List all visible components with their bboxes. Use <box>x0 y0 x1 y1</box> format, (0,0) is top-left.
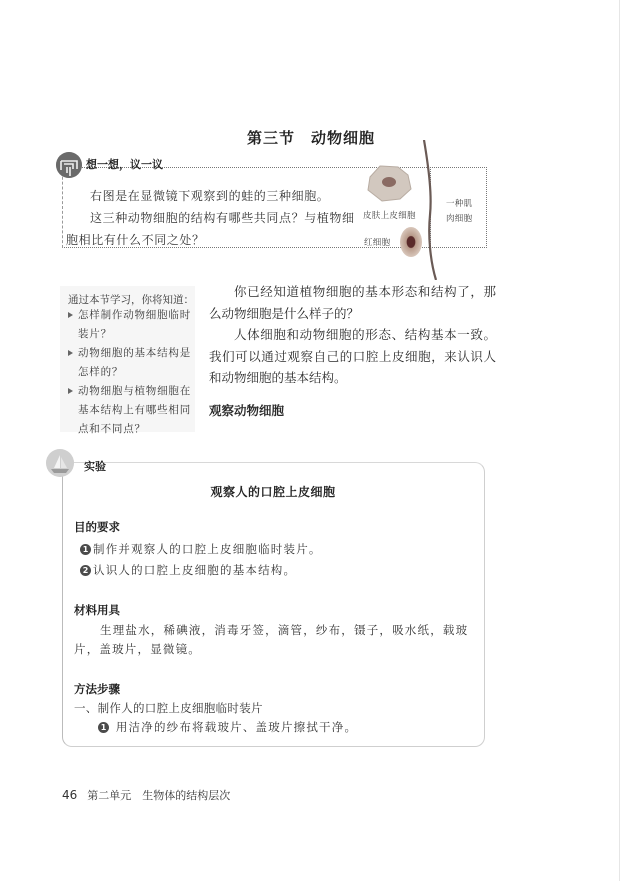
method-step-title: 一、制作人的口腔上皮细胞临时装片 <box>74 701 263 715</box>
body-paragraph-1: 你已经知道植物细胞的基本形态和结构了，那么动物细胞是什么样子的？ <box>209 284 496 321</box>
triangle-bullet-icon <box>68 312 73 318</box>
number-circle-1-icon: 1 <box>98 722 109 733</box>
page-footer <box>62 787 230 803</box>
materials-heading: 材料用具 <box>74 603 120 617</box>
red-blood-cell-image <box>400 227 422 257</box>
triangle-bullet-icon <box>68 350 73 356</box>
main-body-text <box>209 281 496 389</box>
experiment-title: 观察人的口腔上皮细胞 <box>210 485 336 499</box>
learning-goal-text: 动物细胞的基本结构是怎样的？ <box>78 347 191 378</box>
purpose-heading: 目的要求 <box>74 520 120 534</box>
skin-epithelial-cell-image <box>364 163 414 203</box>
purpose-item-text: 认识人的口腔上皮细胞的基本结构。 <box>93 563 297 577</box>
learning-goals-list <box>68 306 196 439</box>
method-step-1 <box>98 719 357 735</box>
method-step-text: 用洁净的纱布将载玻片、盖玻片擦拭干净。 <box>115 720 358 734</box>
think-discuss-label: 想一想，议一议 <box>86 158 163 171</box>
triangle-bullet-icon <box>68 388 73 394</box>
page-number: 46 <box>62 788 78 802</box>
learning-goals-heading: 通过本节学习，你将知道： <box>68 294 194 306</box>
section-number: 第三节 <box>246 129 295 147</box>
learning-goal-item <box>68 382 196 439</box>
number-circle-1-icon: 1 <box>80 544 91 555</box>
caption-skin-cell: 皮肤上皮细胞 <box>363 211 416 221</box>
caption-muscle-line-1: 一种肌 <box>446 199 473 209</box>
experiment-label: 实验 <box>84 460 106 473</box>
unit-title: 第二单元 生物体的结构层次 <box>87 789 231 802</box>
method-heading: 方法步骤 <box>74 682 120 696</box>
purpose-item-text: 制作并观察人的口腔上皮细胞临时装片。 <box>93 542 322 556</box>
maze-head-icon <box>56 152 82 178</box>
section-title <box>0 127 622 148</box>
learning-goal-text: 动物细胞与植物细胞在基本结构上有哪些相同点和不同点？ <box>78 385 191 435</box>
learning-goal-item <box>68 306 196 344</box>
sailboat-icon <box>46 449 74 477</box>
caption-muscle-cell <box>446 197 472 227</box>
learning-goal-text: 怎样制作动物细胞临时装片？ <box>78 309 191 340</box>
body-paragraph-2: 人体细胞和动物细胞的形态、结构基本一致。我们可以通过观察自己的口腔上皮细胞，来认识人和动物细胞的基本结构。 <box>209 327 496 385</box>
think-paragraph-2: 这三种动物细胞的结构有哪些共同点？与植物细胞相比有什么不同之处？ <box>66 211 355 247</box>
purpose-item-1 <box>80 541 322 557</box>
materials-line-2: 片，盖玻片，显微镜。 <box>74 642 201 656</box>
subheading-observe-animal-cells: 观察动物细胞 <box>209 403 285 418</box>
materials-line-1: 生理盐水，稀碘液，消毒牙签，滴管，纱布，镊子，吸水纸，载玻 <box>100 623 469 637</box>
number-circle-2-icon: 2 <box>80 565 91 576</box>
think-paragraph-1: 右图是在显微镜下观察到的蛙的三种细胞。 <box>90 189 330 203</box>
section-name: 动物细胞 <box>311 129 376 147</box>
think-discuss-text <box>66 185 366 251</box>
caption-muscle-line-2: 肉细胞 <box>446 214 473 224</box>
muscle-cell-image <box>420 140 440 280</box>
purpose-item-2 <box>80 562 296 578</box>
caption-red-cell: 红细胞 <box>364 238 391 248</box>
learning-goal-item <box>68 344 196 382</box>
